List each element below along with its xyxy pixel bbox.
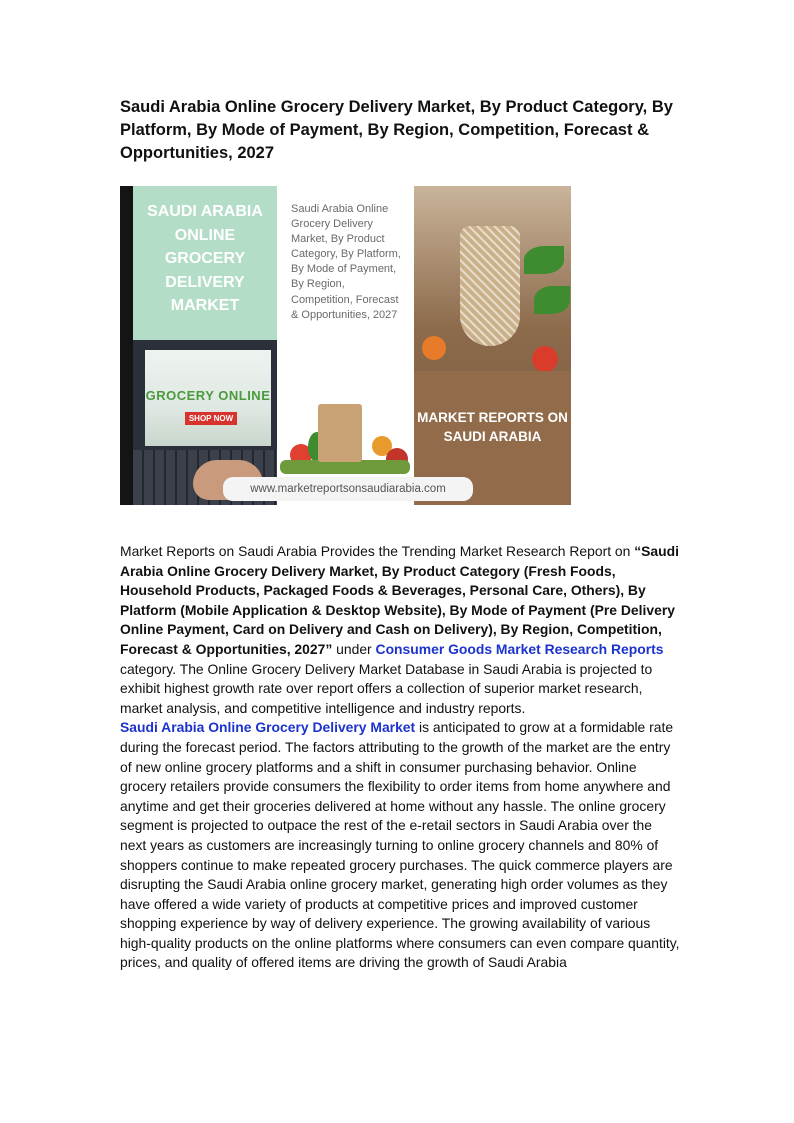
- market-link[interactable]: Saudi Arabia Online Grocery Delivery Market: [120, 719, 416, 736]
- category-link[interactable]: Consumer Goods Market Research Reports: [375, 640, 664, 657]
- leaf-icon: [524, 246, 564, 274]
- screen-text: GROCERY ONLINE: [145, 388, 271, 403]
- banner-dark-stripe: [120, 186, 133, 505]
- mesh-bag-icon: [460, 226, 520, 346]
- laptop-screen: [145, 350, 271, 446]
- intro-paragraph: [120, 542, 680, 718]
- market-paragraph-text: is anticipated to grow at a formidable rate during the forecast period. The factors attributing to the growth of the market are the entry of new online grocery platforms and a shift in consumer purchasing behavior. Online grocery retailers provide consumers the flexibility to order items from home anywhere and anytime and get their groceries delivered at home without any hassle. The online grocery segment is projected to outpace the rest of the e-retail sectors in Saudi Arabia over the next years as customers are increasingly turning to online grocery channels and 80% of shoppers continue to make repeated grocery purchases. The quick commerce players are disrupting the Saudi Arabia online grocery market, generating high order volumes as they have offered a wide variety of products at competitive prices and improved customer shopping experience by way of delivery experience. The growing availability of various high-quality products on the online platforms where consumers can even compare quantity, prices, and quality of offered items are driving the growth of Saudi Arabia: [120, 719, 680, 971]
- intro-under: under: [332, 640, 376, 657]
- shop-now-label: SHOP NOW: [185, 412, 237, 425]
- report-body: [120, 542, 680, 973]
- banner-right-photo: [414, 186, 571, 505]
- intro-tail: category. The Online Grocery Delivery Market Database in Saudi Arabia is projected to exhibit highest growth rate over report offers a collection of superior market research, market analysis, and competitive intelligence and industry reports.: [120, 660, 653, 716]
- paper-bag-icon: [318, 404, 362, 462]
- banner-center-text: Saudi Arabia Online Grocery Delivery Market, By Product Category, By Platform, By Mode of Payment, By Region, Competition, Forecast & Opportunities, 2027: [291, 203, 401, 321]
- banner-url: www.marketreportsonsaudiarabia.com: [223, 477, 473, 501]
- greens-icon: [280, 460, 410, 474]
- intro-lead: Market Reports on Saudi Arabia Provides the Trending Market Research Report on: [120, 543, 631, 559]
- pepper-icon: [532, 346, 558, 372]
- intro-report-title: “Saudi Arabia Online Grocery Delivery Market, By Product Category (Fresh Foods, Household Products, Packaged Foods & Beverages, Personal Care, Others), By Platform (Mobile Application & Desktop Website), By Mode of Payment (Pre Delivery Online Payment, Card on Delivery and Cash on Delivery), By Region, Competition, Forecast & Opportunities, 2027”: [120, 543, 679, 657]
- orange-icon: [422, 336, 446, 360]
- banner-right-heading: MARKET REPORTS ON SAUDI ARABIA: [417, 410, 568, 444]
- banner-left-heading: SAUDI ARABIA ONLINE GROCERY DELIVERY MARKET: [147, 203, 263, 314]
- market-paragraph: [120, 718, 680, 973]
- page-title: Saudi Arabia Online Grocery Delivery Market, By Product Category, By Platform, By Mode of Payment, By Region, Competition, Forecast & Opportunities, 2027: [120, 98, 673, 162]
- report-banner-image: [120, 186, 571, 505]
- leaf-icon: [534, 286, 570, 314]
